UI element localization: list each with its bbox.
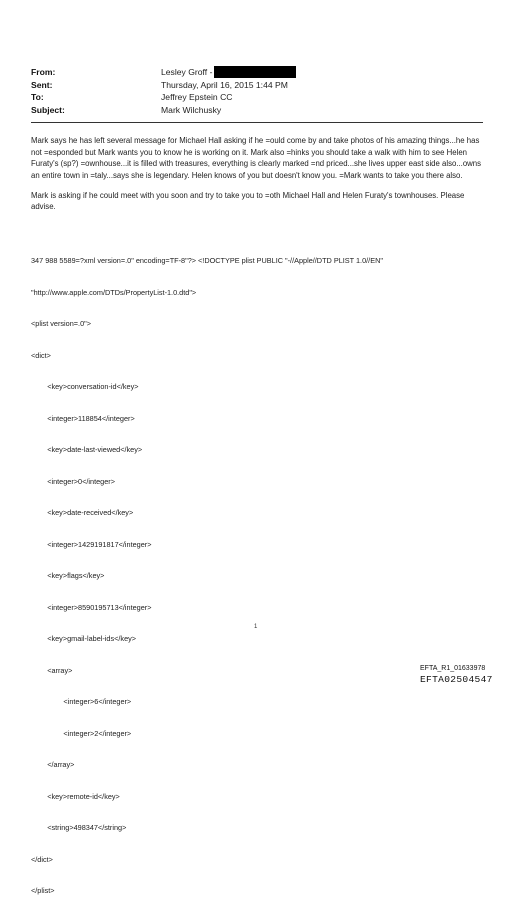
code-line: <key>date-received</key>: [31, 508, 134, 517]
code-line: <plist version=.0">: [31, 319, 91, 328]
redaction-box: [214, 66, 296, 78]
code-line: <dict>: [31, 350, 51, 360]
header-divider: [31, 122, 483, 123]
code-line: </plist>: [31, 886, 55, 895]
page-number: 1: [254, 624, 258, 630]
from-row: [31, 66, 331, 79]
code-line: <integer>1429191817</integer>: [31, 539, 152, 549]
code-line: <key>remote-id</key>: [31, 791, 120, 801]
code-line: <integer>0</integer>: [31, 476, 115, 486]
code-line: <integer>6</integer>: [31, 697, 132, 706]
sent-label: Sent:: [31, 79, 53, 90]
code-line: </dict>: [31, 854, 53, 864]
subject-value: Mark Wilchusky: [161, 104, 222, 115]
sent-value: Thursday, April 16, 2015 1:44 PM: [161, 79, 288, 90]
code-line: 347 988 5589=?xml version=.0" encoding=TF-8"?> <!DOCTYPE plist PUBLIC "-//Apple//DTD PLIST 1.0//EN": [31, 256, 383, 265]
to-label: To:: [31, 92, 44, 103]
code-line: <string>498347</string>: [31, 823, 127, 832]
from-value: [161, 66, 296, 79]
code-line: "http://www.apple.com/DTDs/PropertyList-1.0.dtd">: [31, 287, 197, 297]
code-line: <integer>8590195713</integer>: [31, 602, 152, 612]
code-line: <integer>118854</integer>: [31, 413, 135, 423]
code-line: <key>flags</key>: [31, 571, 105, 580]
body-paragraph-2: Mark is asking if he could meet with you soon and try to take you to =oth Michael Hall and Helen Furaty's townhouses. Please advise.: [31, 190, 465, 212]
to-value: Jeffrey Epstein CC: [161, 92, 233, 103]
plist-block: [31, 235, 491, 918]
efta-id-large: EFTA02504547: [420, 674, 493, 685]
from-name: Lesley Groff: [161, 67, 208, 77]
email-body: [31, 135, 483, 222]
code-line: <key>date-last-viewed</key>: [31, 445, 143, 454]
code-line: <integer>2</integer>: [31, 728, 132, 738]
sent-row: [31, 79, 331, 92]
efta-id-small: EFTA_R1_01633978: [420, 665, 486, 672]
to-row: [31, 91, 331, 104]
body-paragraph-1: Mark says he has left several message for Michael Hall asking if he =ould come by and take photos of his amazing things...he has not =esponded but Mark wants you to know he is working on it. Mark also =hinks you should take a walk with him to see Helen Furaty's (sp?) =ownhouse...it is filled with treasures, everything is clearly marked =nd priced...she lives upper east side also...owns an entire town in =taly...says she is legendary. Helen knows of you but doesn't know you. =Mark wants to take you there also.: [31, 136, 482, 180]
from-label: From:: [31, 67, 56, 77]
subject-row: [31, 104, 331, 117]
code-line: <array>: [31, 665, 73, 675]
from-suffix: -: [209, 67, 213, 77]
code-line: <key>conversation-id</key>: [31, 382, 139, 391]
code-line: <key>gmail-label-ids</key>: [31, 634, 137, 643]
email-header: [31, 66, 331, 116]
subject-label: Subject:: [31, 104, 65, 115]
code-line: </array>: [31, 760, 75, 769]
